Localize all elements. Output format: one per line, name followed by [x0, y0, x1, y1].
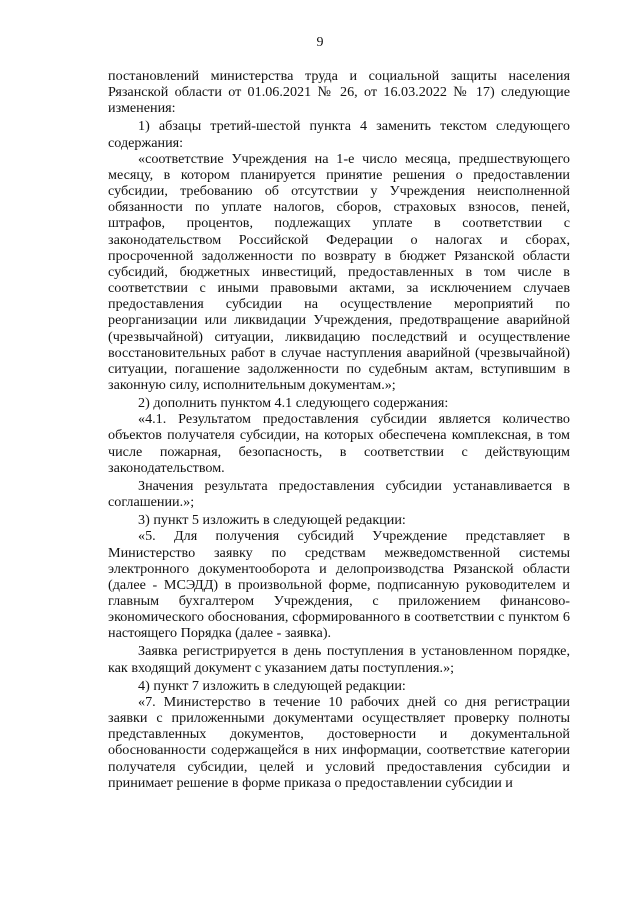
paragraph: постановлений министерства труда и социальной защиты населения Рязанской области от 01.06.2021 № 26, от 16.03.2022 № 17) следующие изменения:	[108, 68, 570, 117]
page-number: 9	[316, 35, 324, 50]
paragraph: «соответствие Учреждения на 1-е число месяца, предшествующего месяцу, в котором планируется принятие решения о предоставлении субсидии, требованию об отсутствии у Учреждения неисполненной обязанности по уплате налогов, сборов, страховых взносов, пеней, штрафов, процентов, подлежащих уплате в соответствии с законодательством Российской Федерации о налогах и сборах, просроченной задолженности по возврату в бюджет Рязанской области субсидий, бюджетных инвестиций, предоставленных в том числе в соответствии с иными правовыми актами, за исключением случаев предоставления субсидии на осуществление мероприятий по реорганизации или ликвидации Учреждения, предотвращение аварийной (чрезвычайной) ситуации, ликвидацию последствий и осуществление восстановительных работ в случае наступления аварийной (чрезвычайной) ситуации, погашение задолженности по судебным актам, вступившим в законную силу, исполнительным документам.»;	[108, 150, 570, 393]
paragraph: Значения результата предоставления субсидии устанавливается в соглашении.»;	[108, 477, 570, 511]
paragraph: 4) пункт 7 изложить в следующей редакции:	[138, 677, 406, 694]
paragraph: 2) дополнить пунктом 4.1 следующего содержания:	[138, 395, 449, 412]
paragraph: «5. Для получения субсидий Учреждение представляет в Министерство заявку по средствам межведомственной системы электронного документооборота и делопроизводства Рязанской области (далее - МСЭДД) в произвольной форме, подписанную руководителем и главным бухгалтером Учреждения, с приложением финансово-экономического обоснования, сформированного в соответствии с пунктом 6 настоящего Порядка (далее - заявка).	[108, 528, 570, 642]
paragraph: Заявка регистрируется в день поступления в установленном порядке, как входящий документ с указанием даты поступления.»;	[108, 643, 570, 676]
paragraph: «4.1. Результатом предоставления субсидии является количество объектов получателя субсидии, на которых обеспечена комплексная, в том числе пожарная, безопасность, в соответствии с действующим законодательством.	[108, 411, 570, 476]
paragraph: 3) пункт 5 изложить в следующей редакции:	[138, 512, 406, 529]
paragraph: 1) абзацы третий-шестой пункта 4 заменить текстом следующего содержания:	[108, 118, 570, 151]
document-body	[108, 68, 570, 791]
paragraph: «7. Министерство в течение 10 рабочих дней со дня регистрации заявки с приложенными документами осуществляет проверку полноты представленных документов, достоверности и документальной обоснованности содержащейся в них информации, соответствие категории получателя субсидии, целей и условий предоставления субсидии и принимает решение в форме приказа о предоставлении субсидии и	[108, 693, 570, 791]
